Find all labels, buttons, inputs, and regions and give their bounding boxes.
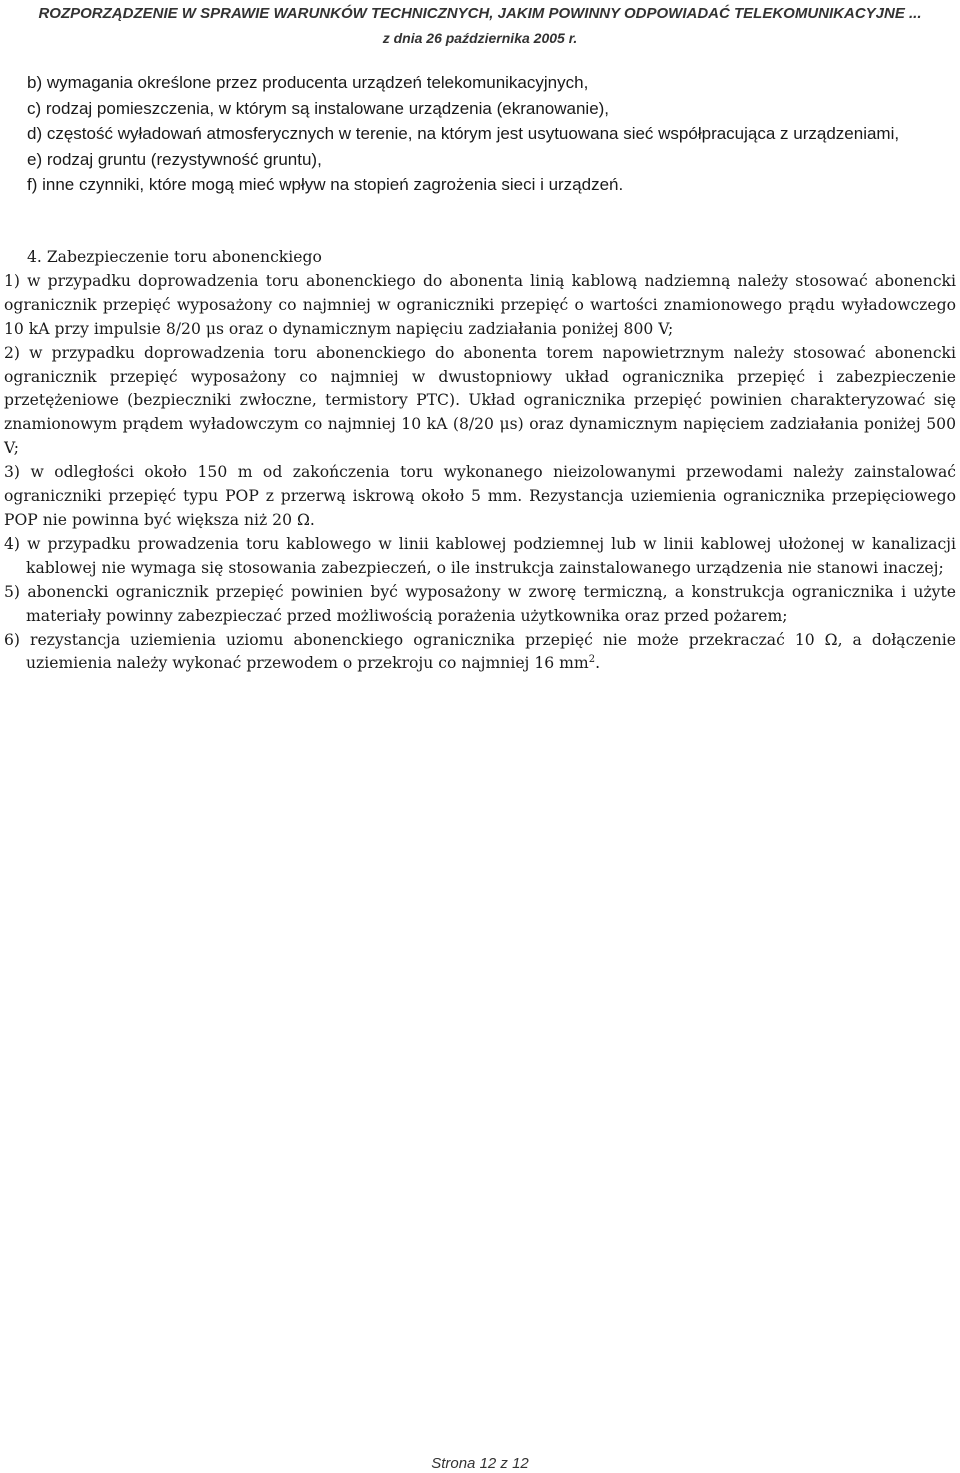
page-header [0,4,960,48]
item6-end: . [595,654,601,673]
section-item [4,629,956,677]
section-item: 4) w przypadku prowadzenia toru kablowego w linii kablowej podziemnej lub w linii kablowej ułożonej w kanalizacji kablowej nie wymaga się stosowania zabezpieczeń, o ile instrukcja zainstalowanego urządzenia nie stanowi inaczej; [4,534,956,577]
superscript-2: 2 [588,654,596,666]
section-4 [4,246,956,676]
header-date: z dnia 26 października 2005 r. [382,30,578,46]
item6-text: 6) rezystancja uziemienia uziomu abonenckiego ogranicznika przepięć nie może przekraczać 10 Ω, a dołączenie uziemienia należy wykonać przewodem o przekroju co najmniej 16 mm [4,630,956,673]
header-title: ROZPORZĄDZENIE W SPRAWIE WARUNKÓW TECHNICZNYCH, JAKIM POWINNY ODPOWIADAĆ TELEKOMUNIKACYJNE ... [38,5,922,22]
section-item: 2) w przypadku doprowadzenia toru abonenckiego do abonenta torem napowietrznym należy stosować abonencki ogranicznik przepięć wyposażony co najmniej w dwustopniowy układ ogranicznika przepięć i zabezpieczenie przetężeniowe (bezpieczniki zwłoczne, termistory PTC). Układ ogranicznika przepięć powinien charakteryzować się znamionowym prądem wyładowczym co najmniej 10 kA (8/20 μs) oraz dynamicznym napięciem zadziałania poniżej 500 V; [4,343,956,458]
factors-list [27,70,947,198]
list-item: b) wymagania określone przez producenta urządzeń telekomunikacyjnych, [27,73,589,92]
section-title: 4. Zabezpieczenie toru abonenckiego [27,248,322,266]
list-item: e) rodzaj gruntu (rezystywność gruntu), [27,149,322,169]
section-item: 3) w odległości około 150 m od zakończenia toru wykonanego nieizolowanymi przewodami należy zainstalować ograniczniki przepięć typu POP z przerwą iskrową około 5 mm. Rezystancja uziemienia ogranicznika przepięciowego POP nie powinna być większa niż 20 Ω. [4,463,956,529]
list-item: f) inne czynniki, które mogą mieć wpływ na stopień zagrożenia sieci i urządzeń. [27,175,624,195]
section-item: 1) w przypadku doprowadzenia toru abonenckiego do abonenta linią kablową nadziemną należy stosować abonencki ogranicznik przepięć wyposażony co najmniej w ograniczniki przepięć o wartości znamionowego prądu wyładowczego 10 kA przy impulsie 8/20 μs oraz o dynamicznym napięciu zadziałania poniżej 800 V; [4,271,956,338]
list-item: d) częstość wyładowań atmosferycznych w terenie, na którym jest usytuowana sieć współpracująca z urządzeniami, [27,124,900,144]
list-item: c) rodzaj pomieszczenia, w którym są instalowane urządzenia (ekranowanie), [27,98,610,118]
section-item: 5) abonencki ogranicznik przepięć powinien być wyposażony w zworę termiczną, a konstrukcja ogranicznika i użyte materiały powinny zabezpieczać przed możliwością porażenia użytkownika oraz przed pożarem; [4,582,956,625]
page-number: Strona 12 z 12 [431,1455,529,1472]
